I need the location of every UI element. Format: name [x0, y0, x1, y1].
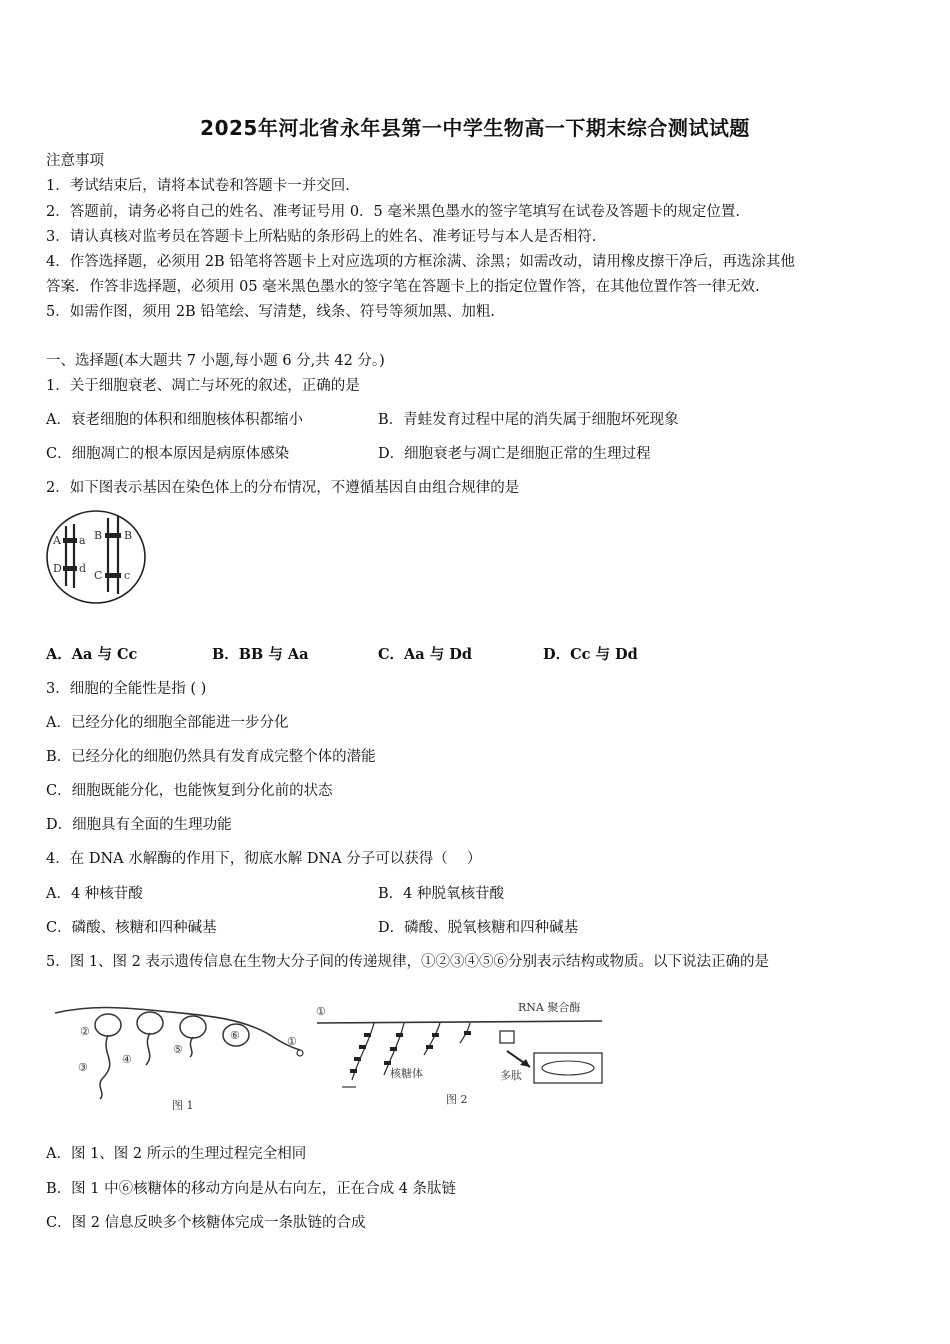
notice-item: 4．作答选择题，必须用 2B 铅笔将答题卡上对应选项的方框涂满、涂黑；如需改动，请用橡皮擦干净后，再选涂其他 [46, 254, 795, 270]
polypeptide-chain [190, 1037, 193, 1057]
ribosome [350, 1069, 357, 1073]
polypeptide-shape [542, 1061, 594, 1075]
q3-option-d: D．细胞具有全面的生理功能 [46, 817, 232, 833]
figure-1-label: ③ [78, 1061, 88, 1074]
gene-label: c [124, 569, 131, 582]
q5-option-b: B．图 1 中⑥核糖体的移动方向是从右向左，正在合成 4 条肽链 [46, 1181, 457, 1197]
q5-option-a: A．图 1、图 2 所示的生理过程完全相同 [46, 1146, 307, 1162]
q2-option-d: D．Cc 与 Dd [543, 646, 638, 663]
q4-option-c: C．磷酸、核糖和四种碱基 [46, 920, 217, 936]
strand-end [297, 1050, 303, 1056]
mrna-strand [424, 1023, 440, 1055]
question-stem-4: 4．在 DNA 水解酶的作用下，彻底水解 DNA 分子可以获得（ ） [46, 851, 482, 867]
gene-locus [63, 538, 77, 543]
q2-option-c: C．Aa 与 Dd [378, 646, 472, 663]
gene-locus [105, 573, 121, 578]
notice-item: 3．请认真核对监考员在答题卡上所粘贴的条形码上的姓名、准考证号与本人是否相符. [46, 229, 597, 245]
q3-option-a: A．已经分化的细胞全部能进一步分化 [46, 715, 289, 731]
figure-2-label: ① [316, 1005, 326, 1018]
notice-item: 答案．作答非选择题，必须用 05 毫米黑色墨水的签字笔在答题卡上的指定位置作答，在其他位置作答一律无效. [46, 279, 760, 295]
page-title: 2025年河北省永年县第一中学生物高一下期末综合测试试题 [200, 116, 750, 140]
figure-1-caption: 图 1 [172, 1099, 194, 1112]
gene-label: B [124, 529, 133, 542]
figure-2-caption: 图 2 [446, 1093, 468, 1106]
gene-locus [105, 533, 121, 538]
q1-option-c: C．细胞凋亡的根本原因是病原体感染 [46, 446, 290, 462]
q4-option-b: B．4 种脱氧核苷酸 [378, 886, 504, 902]
q4-option-a: A．4 种核苷酸 [46, 886, 143, 902]
figure-1-label: ① [287, 1035, 297, 1048]
question-stem-5: 5．图 1、图 2 表示遗传信息在生物大分子间的传递规律，①②③④⑤⑥分别表示结构或物质。以下说法正确的是 [46, 954, 769, 970]
gene-label: a [79, 534, 86, 547]
ribosome [384, 1061, 391, 1065]
q5-option-c: C．图 2 信息反映多个核糖体完成一条肽链的合成 [46, 1215, 366, 1231]
figure-1-translation [50, 995, 310, 1120]
ribosome [95, 1014, 121, 1036]
figure-1-label: ⑥ [230, 1029, 240, 1042]
figure-2-label: RNA 聚合酶 [518, 1001, 581, 1014]
q4-option-d: D．磷酸、脱氧核糖和四种碱基 [378, 920, 579, 936]
q1-option-d: D．细胞衰老与凋亡是细胞正常的生理过程 [378, 446, 651, 462]
figure-2-transcription [312, 995, 612, 1120]
notice-item: 1．考试结束后，请将本试卷和答题卡一并交回. [46, 178, 350, 194]
ribosome [359, 1045, 366, 1049]
ribosome [354, 1057, 361, 1061]
section-heading: 一、选择题(本大题共 7 小题,每小题 6 分,共 42 分。) [46, 353, 385, 369]
gene-label: A [53, 534, 61, 547]
question-stem-3: 3．细胞的全能性是指 ( ) [46, 681, 207, 697]
ribosome [364, 1033, 371, 1037]
q3-option-c: C．细胞既能分化，也能恢复到分化前的状态 [46, 783, 333, 799]
rna-polymerase-box [500, 1031, 514, 1043]
polypeptide-chain [100, 1035, 110, 1099]
q3-option-b: B．已经分化的细胞仍然具有发育成完整个体的潜能 [46, 749, 376, 765]
gene-label: d [79, 562, 87, 575]
q2-option-b: B．BB 与 Aa [212, 646, 309, 663]
ribosome [426, 1045, 433, 1049]
figure-2-label: 核糖体 [390, 1067, 423, 1080]
gene-label: D [53, 562, 62, 575]
ribosome [432, 1033, 439, 1037]
gene-label: C [94, 569, 103, 582]
gene-label: B [94, 529, 103, 542]
polypeptide-chain [146, 1033, 150, 1065]
q2-option-a: A．Aa 与 Cc [46, 646, 138, 663]
ribosome [180, 1016, 206, 1038]
q1-option-b: B．青蛙发育过程中尾的消失属于细胞坏死现象 [378, 412, 679, 428]
ribosome [396, 1033, 403, 1037]
dna-strand [317, 1021, 602, 1023]
figure-1-label: ② [80, 1025, 90, 1038]
question-stem-2: 2．如下图表示基因在染色体上的分布情况，不遵循基因自由组合规律的是 [46, 480, 520, 496]
notice-item: 5．如需作图，须用 2B 铅笔绘、写清楚，线条、符号等须加黑、加粗. [46, 304, 495, 320]
polypeptide-box [534, 1053, 602, 1083]
figure-2-label: 多肽 [500, 1069, 522, 1082]
notice-heading: 注意事项 [46, 153, 104, 169]
figure-1-label: ⑤ [173, 1043, 183, 1056]
ribosome [390, 1047, 397, 1051]
figure-1-label: ④ [122, 1053, 132, 1066]
ribosome [137, 1012, 163, 1034]
question-stem-1: 1．关于细胞衰老、凋亡与坏死的叙述，正确的是 [46, 378, 360, 394]
notice-item: 2．答题前，请务必将自己的姓名、准考证号用 0．5 毫米黑色墨水的签字笔填写在试卷及答题卡的规定位置. [46, 204, 740, 220]
q1-option-a: A．衰老细胞的体积和细胞核体积都缩小 [46, 412, 303, 428]
gene-locus [63, 566, 77, 571]
chromosome-diagram [44, 508, 154, 608]
ribosome [464, 1031, 471, 1035]
